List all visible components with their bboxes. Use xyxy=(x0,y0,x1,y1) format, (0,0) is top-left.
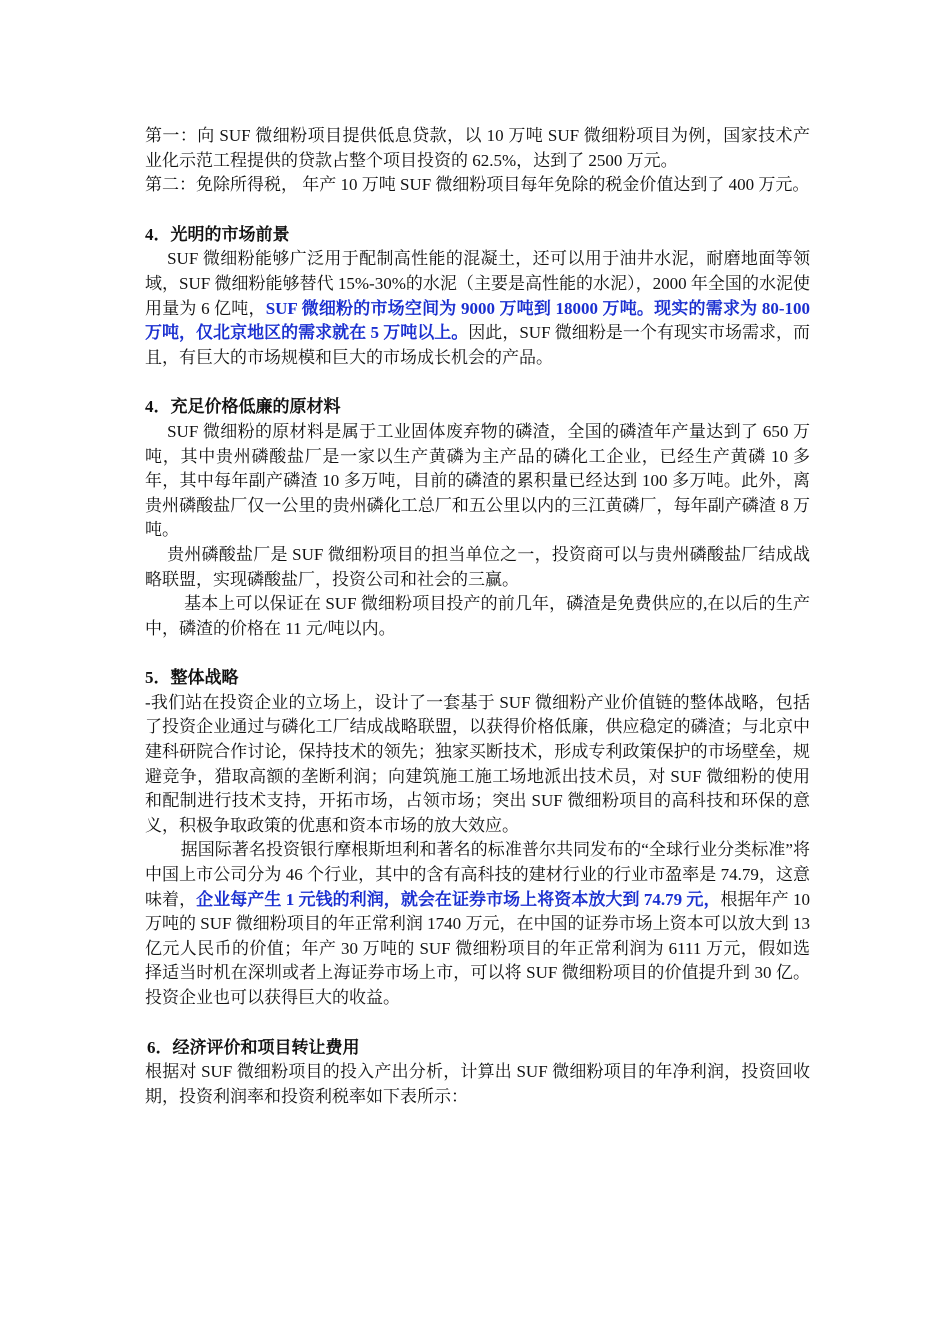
section-gap xyxy=(145,641,810,666)
strategy-paragraph-1: -我们站在投资企业的立场上，设计了一套基于 SUF 微细粉产业价值链的整体战略，包括了投资企业通过与磷化工厂结成战略联盟，以获得价格低廉，供应稳定的磷渣；与北京中建科研院合作讨论，保持技术的领先；独家买断技术，形成专利政策保护的市场壁垒，规避竞争，猎取高额的垄断利润；向建筑施工施工场地派出技术员，对 SUF 微细粉的使用和配制进行技术支持，开拓市场，占领市场；突出 SUF 微细粉项目的高科技和环保的意义，积极争取政策的优惠和资本市场的放大效应。 xyxy=(145,692,810,835)
section-gap xyxy=(145,1011,810,1036)
intro-paragraph-2: 第二：免除所得税， 年产 10 万吨 SUF 微细粉项目每年免除的税金价值达到了 400 万元。 xyxy=(145,175,810,195)
section-heading-market: 4．光明的市场前景 xyxy=(145,224,290,244)
section-heading-materials: 4．充足价格低廉的原材料 xyxy=(145,397,341,417)
intro-paragraph-1: 第一：向 SUF 微细粉项目提供低息贷款，以 10 万吨 SUF 微细粉项目为例，国家技术产业化示范工程提供的贷款占整个项目投资的 62.5%，达到了 2500 万元。 xyxy=(145,126,810,170)
materials-paragraph-1: SUF 微细粉的原材料是属于工业固体废弃物的磷渣，全国的磷渣年产量达到了 650 万吨，其中贵州磷酸盐厂是一家以生产黄磷为主产品的磷化工企业，已经生产黄磷 10 多年，其中每年副产磷渣 10 多万吨，目前的磷渣的累积量已经达到 100 多万吨。此外，离贵州磷酸盐厂仅一公里的贵州磷化工总厂和五公里以内的三江黄磷厂，每年副产磷渣 8 万吨。 xyxy=(145,421,810,540)
materials-paragraph-2: 贵州磷酸盐厂是 SUF 微细粉项目的担当单位之一，投资商可以与贵州磷酸盐厂结成战略联盟，实现磷酸盐厂，投资公司和社会的三赢。 xyxy=(145,544,810,589)
market-text-a: SUF 微细粉能够广泛用于配制高性能的混凝土，还可以用于油井水泥，耐磨地面等领域，SUF 微细粉能够替代 15%-30%的水泥（主要是高性能的水泥），2000 年全国的水泥使用量为 6 亿吨， xyxy=(145,249,810,318)
section-heading-strategy: 5．整体战略 xyxy=(145,668,239,688)
market-paragraph xyxy=(145,247,810,370)
strategy-text-a: 据国际著名投资银行摩根斯坦利和著名的标准普尔共同发布的“全球行业分类标准”将中国上市公司分为 46 个行业，其中的含有高科技的建材行业的行业市盈率是 74.79，这意味着， xyxy=(145,840,810,909)
section-gap xyxy=(145,370,810,395)
economics-paragraph-1: 根据对 SUF 微细粉项目的投入产出分析，计算出 SUF 微细粉项目的年净利润，投资回收期，投资利润率和投资利税率如下表所示： xyxy=(145,1062,810,1106)
section-gap xyxy=(145,198,810,223)
strategy-paragraph-2 xyxy=(145,838,810,1010)
document-page xyxy=(145,124,810,1109)
market-text-b: 因此，SUF 微细粉是一个有现实市场需求，而且，有巨大的市场规模和巨大的市场成长机会的产品。 xyxy=(145,323,810,367)
strategy-highlight: 企业每产生 1 元钱的利润，就会在证券市场上将资本放大到 74.79 元， xyxy=(196,889,721,909)
section-heading-economics: 6．经济评价和项目转让费用 xyxy=(147,1037,360,1057)
materials-paragraph-3: 基本上可以保证在 SUF 微细粉项目投产的前几年，磷渣是免费供应的,在以后的生产中，磷渣的价格在 11 元/吨以内。 xyxy=(145,594,810,638)
market-highlight: SUF 微细粉的市场空间为 9000 万吨到 18000 万吨。现实的需求为 80-100 万吨，仅北京地区的需求就在 5 万吨以上。 xyxy=(145,298,810,343)
strategy-text-b: 根据年产 10 万吨的 SUF 微细粉项目的年正常利润 1740 万元，在中国的证券市场上资本可以放大到 13 亿元人民币的价值；年产 30 万吨的 SUF 微细粉项目的年正常利润为 6111 万元，假如选择适当时机在深圳或者上海证券市场上市，可以将 SUF 微细粉项目的价值提升到 30 亿。投资企业也可以获得巨大的收益。 xyxy=(145,889,811,1007)
